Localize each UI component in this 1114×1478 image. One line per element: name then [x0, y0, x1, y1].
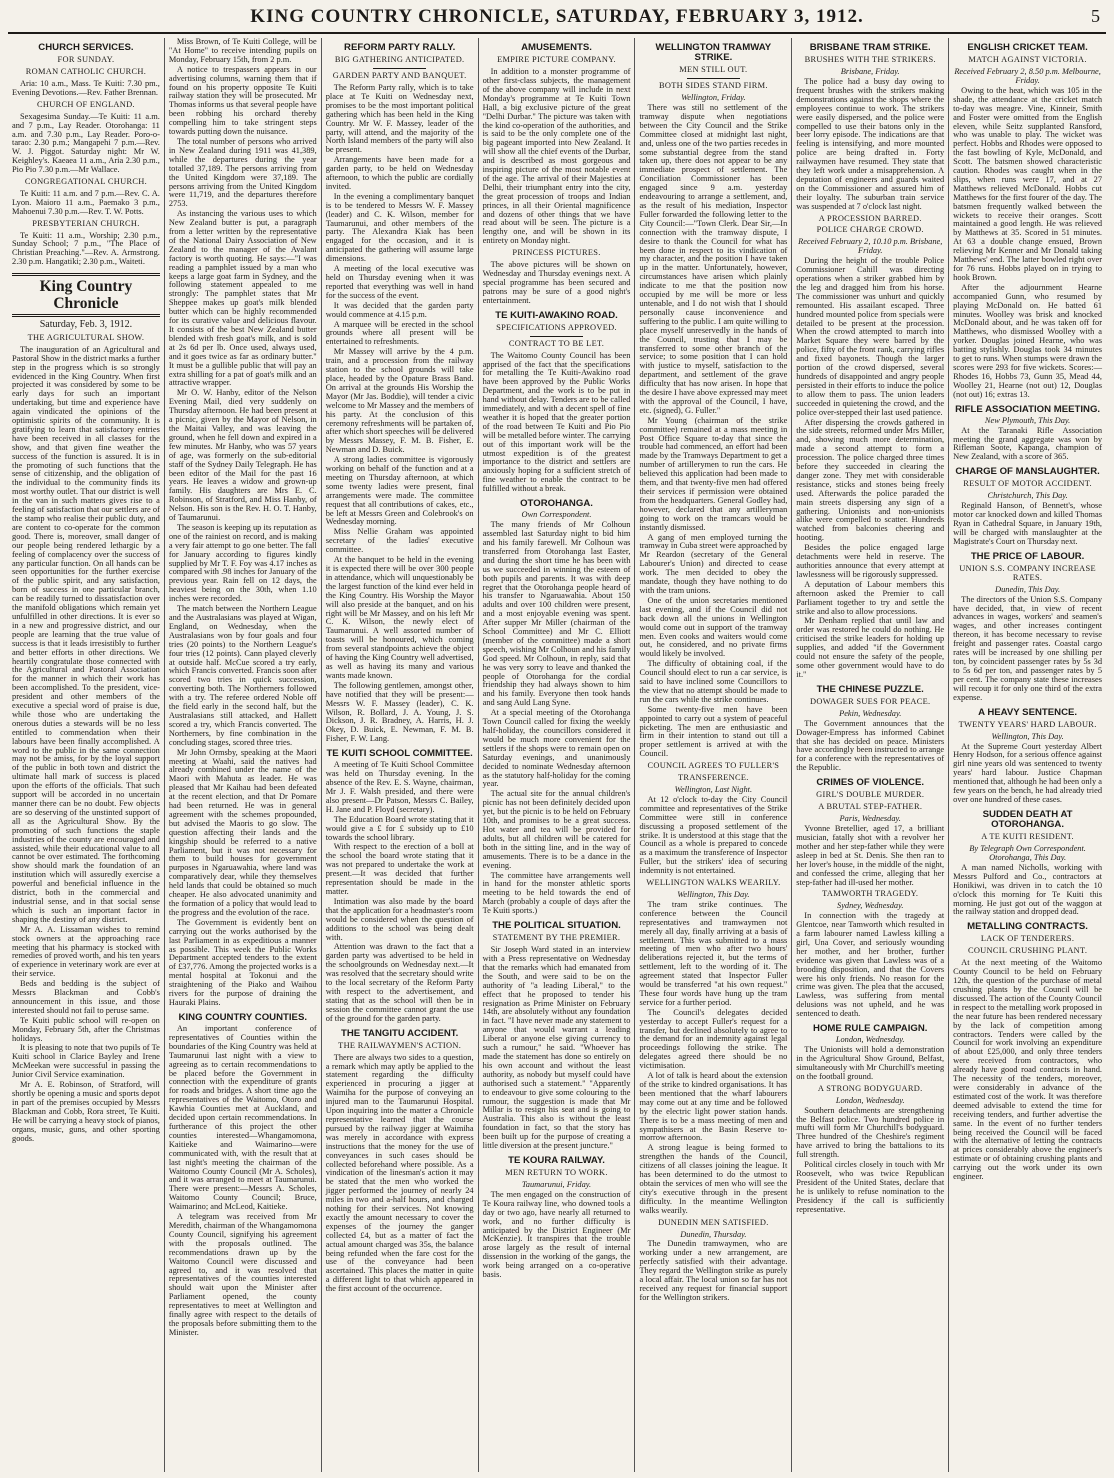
amusements-heading: AMUSEMENTS.: [521, 42, 592, 53]
chinese-body: The Government announces that the Dowager-Empress has informed Cabinet that she has decided on peace. Ministers have accordingly been instructed to arrange for a conference with the representatives of the Republic.: [796, 718, 945, 773]
dateline: New Plymouth, This Day.: [984, 415, 1071, 425]
school-paragraph: Attention was drawn to the fact that a garden party was advertised to be held in the schoolgrounds on Wednesday next.—It was resolved that the secretary should write to the local secretary of the Reform Party with respect to the advertisement, and stating that as the school will then be in session the committee cannot grant the use of the ground for the garden party.: [325, 942, 474, 1023]
tamworth-body: In connection with the tragedy at Glentcoe, near Tamworth which resulted in a farm labourer named Lawless killing a girl, Una Cover, and seriously wounding her mother, and her brother, further evidence was given that Lawless was of a brooding disposition, and that the Covers were his only friends. No reason for the crime was given. The plea that the accused, Lawless, was suffering from mental delusions was not upheld, and he was sentenced to death.: [796, 911, 945, 1019]
koura-sub: MEN RETURN TO WORK.: [505, 1168, 608, 1178]
masthead-title: KING COUNTRY CHRONICLE, SATURDAY, FEBRUARY 3, 1912.: [250, 6, 864, 27]
agri-show-body: The inauguration of an Agricultural and Pastoral Show in the district marks a further step in the progress which is so strongly evidenced in the King Country. When first projected it was considered by some to be early days for such an important undertaking, but time and experience have again vindicated the opinions of the optimistic spirits of the community. It is gratifying to learn that satisfactory entries have been received in all classes for the show, and that given fine weather the success of the function is assured. It is in the promoting of such functions that the sense of citizenship, and the obligation of the individual to the community finds its most worthy outlet. That our district is well in the van in such matters gives rise to a feeling of satisfaction that our settlers are of the stamp who realise their public duty, and are content to co-operate for the common good. There is, moreover, small danger of our people being rendered lethargic by a feeling of complacency over the success of any particular function. On all hands can be seen opportunities for the further exercise of the public spirit, and any satisfaction, born of success in one particular branch, can be readily turned to dissatisfaction over the manifold obligations which remain yet unfulfilled in other directions. It is ever so in a new and progressive district, and our people are learning that the true value of success is that it leads irresistibly to further and better efforts in other directions. We heartily congratulate those connected with the Agricultural and Pastoral Association for the manner in which their work has been accomplished. To the president, vice-president and other members of the executive a special word of praise is due, while those who are undertaking the onerous duties a stewards will be no less entitled to commendation when their labours have been finally accomplished. A word to the public in the same connection may not be amiss, for by the loyal support of the public in both town and district the ultimate hall mark of success is placed upon the efforts of the officials. That such support will be accorded in no uncertain manner there can be no doubt. Few objects are so deserving of the unstinted support of all as the Agricultural Show. By the promoting of such functions the staple industries of the county are encouraged and assisted, while their educational value to all cannot be over estimated. The forthcoming show should mark the foundation of an institution which will assuredly exercise a powerful and beneficial influence in the district, both in the commercial and industrial sense, and in that social sense which is such an important factor in shaping the destiny of any district.: [12, 344, 160, 924]
tramway-paragraph: There was still no settlement of the tramway dispute when negotiations between the City Council and the Strike Committee closed at midnight last night, and, unless one of the two parties recedes in some substantial degree from the stand taken up, there does not appear to be any immediate prospect of settlement. The Conciliation Commissioner has been engaged since 9 a.m. yesterday endeavouring to arrange a settlement, and, as the result of his mediation, Inspector Fuller forwarded the following letter to the City Council:—"Town Clerk. Dear Sir,—In connection with the tramway dispute, I desire to thank the Council for what has been done in respect to its vindication of my character, and the position I have taken up in the matter. Unfortunately, however, circumstances have arisen which plainly indicate to me that the position now occupied by me will be more or less untenable, and I do not wish that I should personally cause inconvenience and suffering to the public. I am quite willing to place myself unreservedly in the hands of the Council, trusting that I may be transferred to some other branch of the service; to some position that I can hold with justice to myself, satisfaction to the department, and settlement of the grave difficulty that has now arisen. In hope that the desire I have above expressed may meet with the approval of the Council, I have, etc. (signed), G. Fuller.": [639, 103, 788, 415]
dateline: Wellington, Last Night.: [674, 785, 753, 794]
news-paragraph: The Government is evidently bent on carrying out the works authorised by the last Parliament in as expeditious a manner as possible. This week the Public Works Department accepted tenders to the extent of £37,776. Among the projected works is a mental hospital at Tokonui and the straightening of the Piako and Waihou rivers for the purpose of draining the Hauraki Plains.: [168, 917, 317, 1007]
dateline: Wellington, This Day.: [677, 889, 750, 899]
dateline: Brisbane, Friday.: [840, 67, 900, 77]
crimes-sub: GIRL'S DOUBLE MURDER.: [816, 790, 925, 800]
metalling-body: At the next meeting of the Waitomo County Council to be held on February 12th, the question of the purchase of metal crushing plants by the Council will be discussed. The action of the County Council in respect to the metalling work proposed in the near future has been rendered necessary by the lack of competition among contractors. Tenders were called by the Council for work involving an expenditure of about £25,000, and only three tenders were received from contractors, who already have good road contracts in hand. The necessity of the tenders, moreover, were considerably in advance of the estimated cost of the work. It was therefore deemed advisable to extend the time for receiving tenders, and further advertise the same. In the event of no further tenders being received the Council will be faced with the alternative of letting the contracts at prices considerably above the engineer's estimate or of obtaining crushing plants and carrying out the work under its own engineer.: [953, 958, 1103, 1182]
procession-sub: POLICE CHARGE CROWD.: [816, 225, 924, 235]
labour-sub: UNION S.S. COMPANY INCREASE RATES.: [959, 563, 1096, 582]
separator: [530, 336, 583, 337]
koura-body: The men engaged on the construction of Te Koura railway line, who downed tools a day or two ago, have nearly all returned to work, and no further difficulty is anticipated by the District Engineer (Mr McKenzie). It transpires that the trouble arose largely as the result of internal dissension in the working of the gangs, the work being arranged on a co-operative basis.: [482, 1189, 631, 1280]
brisbane-body: The police had a busy day owing to frequent brushes with the strikers making demonstrations against the shops where the employees continue to work. The strikers were easily dispersed, and the police were compelled to use their batons only in the beer lorry episode. The indications are that feeling is intensifying, and more mounted police are being drafted in. Forty railwaymen have resumed. They state that they left work under a misapprehension. A deputation of engineers and guards waited on the Commissioner and assured him of their loyalty. The suburban train service was suspended at 7 o'clock last night.: [796, 76, 945, 211]
rally-paragraph: In the evening a complimentary banquet is to be tendered to Messrs W. F. Massey (leader) and C. K. Wilson, member for Taumarunui, and other members of the party. The Alexandra Kiak has been engaged for the occasion, and it is anticipated the gathering will assume large dimensions.: [325, 191, 474, 264]
tamworth-sub: TAMWORTH TRAGEDY.: [822, 889, 919, 899]
otorohanga-paragraph: The committee have arrangements well in hand for the monster athletic sports meeting to be held towards the end of March (probably a couple of days after the Te Kuiti sports.): [482, 870, 631, 916]
dateline: Dunedin, This Day.: [995, 584, 1061, 594]
news-paragraph: Mr John Ormsby, speaking at the Maori meeting at Waahi, said the natives had already combined under the name of the Maori with Mahuta as leader. He was pleased that Mr Kaihau had been defeated at the recent election, and that Dr Pomare had been returned. He was in general agreement with the schemes propounded, but advised the Maoris to go slow. The question affecting their lands and the kingship should be referred to a native Parliament, but it was not necessary for them to build houses for government purposes in Ngaruawahia, where land was comparatively dear, while they themselves held lands that could be obtained so much cheaper. He also advocated unanimity and the formation of a policy that would lead to the progress and the evolution of the race.: [168, 747, 317, 917]
bodyguard-body: Political circles closely in touch with Mr Roosevelt, who was twice Republican President of the United States, declare that he is unlikely to refuse nomination to the Presidency if the call is sufficiently representative.: [796, 1160, 945, 1214]
pres-church-heading: PRESBYTERIAN CHURCH.: [32, 218, 140, 228]
rally-sub: GARDEN PARTY AND BANQUET.: [332, 71, 467, 81]
rally-paragraph: Miss Nellie Graham was appointed secretary of the ladies' executive committee.: [325, 527, 474, 555]
dateline: Received February 2, 8.50 p.m. Melbourne, Friday.: [954, 67, 1101, 85]
brisbane-sub: BRUSHES WITH THE STRIKERS.: [804, 55, 936, 65]
rally-paragraph: A strong ladies committee is vigorously working on behalf of the function and at a meeting on Thursday afternoon, at which some twenty ladies were present, final arrangements were made. The committee request that all contributions of cakes, etc., be left at Messrs Green and Colebrook's on Wednesday morning.: [325, 455, 474, 527]
dateline: Pekin, Wednesday.: [839, 708, 902, 718]
news-paragraph: The total number of persons who arrived in New Zealand during 1911 was 41,389, while the departures during the year totalled 37,189. The persons arriving from the United Kingdom were 37,189. The persons arriving from the United Kingdom were 11,719, and the departures therefore 2753.: [168, 136, 317, 209]
news-paragraph: Miss Brown, of Te Kuiti College, will be "At Home" to receive intending pupils on Monday, February 15th, from 2 p.m.: [168, 38, 317, 64]
tramway-paragraph: A gang of men employed turning the tramway in Cuba street were approached by Mr Reardon (secretary of the General Labourer's Union) and directed to cease work. The men decided to obey the mandate, though they have nothing to do with the tram unions.: [639, 532, 788, 595]
chronicle-date: Saturday, Feb. 3, 1912.: [39, 319, 133, 331]
procession-paragraph: After dispersing the crowds gathered in the side streets, reformed under Mrs Miller, and, showing much more determination, made a second attempt to form a procession. The police charged three times before they succeeded in clearing the danger zone. They met with considerable resistance, sticks and stones being freely used. Afterwards the police paraded the main streets dispersing any sign of a gathering. Unionists and non-unionists alike were compelled to scatter. Hundreds watched from balconies cheering and hooting.: [796, 417, 945, 543]
amusements-sub: EMPIRE PICTURE COMPANY.: [497, 55, 616, 65]
home-rule-heading: HOME RULE CAMPAIGN.: [813, 1023, 928, 1035]
political-body: Sir Joseph Ward stated in an interview with a Press representative on Wednesday that the remarks which had emanated from the South, and were said to be on the authority of "a leading Liberal," to the effect that he proposed to tender his resignation as Prime Minister on February 14th, are absolutely without any foundation in fact. "I have never made any statement to anyone that would warrant a leading Liberal or anyone else giving currency to such a rumour," he said. "Whoever has made the statement has done so entirely on his own account and without the least authority, as nobody but myself could have authorised such a statement." "Apparently to endeavour to give some colouring to the rumour, the suggestion is made that Mr Millar is to resign his seat and is going to Australia. This also is without the least foundation in fact, so that the story has been built up for the purpose of creating a little diversion at the present juncture.": [482, 945, 631, 1151]
procession-sub: A PROCESSION BARRED.: [818, 213, 922, 223]
rifle-heading: RIFLE ASSOCIATION MEETING.: [955, 403, 1101, 415]
tramway-paragraph: One of the union secretaries mentioned last evening, and if the Council did not back down all the unions in Wellington would come out in support of the tramway men. Even cooks and waiters would come out, he considered, and no private firms would likely be involved.: [639, 595, 788, 659]
news-paragraph: As instancing the various uses to which New Zealand butter is put, a paragraph from a letter written by the representative of the National Dairy Association of New Zealand to the manager of the Avalant factory is worth quoting. He says:—"I was reading a pamphlet issued by a man who keeps a large goat farm in Sydney, and the following statement appealed to me strongly: The pamphlet states that Mr Sheppee makes up goat's milk blended butter which can be highly recommended for its curative value and delicious flavour. It consists of the best New Zealand butter blended with fresh goat's milk, and is sold at 2s 6d per lb. Once used, always used, and it goes twice as far as ordinary butter." It must be a gullible public that will pay an extra shilling for a pat of goat's milk and an attractive wrapper.: [168, 209, 317, 388]
separator: [687, 78, 740, 79]
tangitu-body: There are always two sides to a question, a remark which may aptly be applied to the statement regarding the difficulty experienced in procuring a jigger at Waimiha for the purpose of conveying an injured man to the Taumarunui Hospital. Upon inquiring into the matter a Chronicle representative learned that the course pursued by the railway jigger at Waimiha was merely in accordance with express instructions that the money for the use of conveyances in such cases should be collected beforehand where possible. As a vindication of the linesman's action it may be stated that the men who worked the jigger performed the journey of nearly 24 miles in two and a-half hours, and charged nothing for their services. Not knowing exactly the amount necessary to cover the expenses of the journey the ganger collected £4, but as a matter of fact the actual amount charged was 35s, the balance being refunded when the fare cost for the use of the conveyance had been ascertained. This places the matter in quite a different light to that which appeared in the first account of the occurrence.: [325, 1052, 474, 1294]
page-number: 5: [1091, 6, 1100, 26]
column-2: [165, 38, 322, 1472]
cricket-heading: ENGLISH CRICKET TEAM.: [967, 42, 1088, 53]
tramway-paragraph: Some twenty-five men have been appointed to carry out a system of peaceful picketing. The men are enthusiastic and firm in their intention to stand out till a proper settlement is arrived at with the Council.: [639, 704, 788, 759]
crimes-sub: A BRUTAL STEP-FATHER.: [818, 802, 923, 812]
otorohanga-paragraph: At a special meeting of the Otorohanga Town Council called for fixing the weekly half-holiday, the councillors considered it would be much more convenient for the settlers if the shops were to remain open on Saturday evenings, and unanimously decided to nominate Wednesday afternoon as the statutory half-holiday for the coming year.: [482, 708, 631, 789]
labour-heading: THE PRICE OF LABOUR.: [970, 550, 1085, 562]
rc-church-body: Aria: 10 a.m., Mass. Te Kuiti: 7.30 pm., Evening Devotions.—Rev. Father Brennan.: [12, 78, 160, 97]
school-paragraph: A meeting of Te Kuiti School Committee was held on Thursday evening. In the absence of the Rev. E. S. Wayne, chairman, Mr J. F. Walsh presided, and there were also present—Dr Patson, Messrs C. Bailey, H. Jane and P. Floyd (secretary).: [325, 760, 474, 814]
rally-paragraph: The Reform Party rally, which is to take place at Te Kuiti on Wednesday next, promises to be the most important political gathering which has been held in the King Country. Mr W. F. Massey, leader of the party, will attend, and the majority of the North Island members of the party will also be present.: [325, 82, 474, 155]
bodyguard-sub: A STRONG BODYGUARD.: [817, 1083, 923, 1093]
dateline: London, Wednesday.: [835, 1035, 905, 1045]
school-heading: TE KUITI SCHOOL COMMITTEE.: [326, 748, 473, 760]
local-note: Te Kuiti public school will re-open on Monday, February 5th, after the Christmas holidays.: [12, 1015, 160, 1043]
dateline: London, Wednesday.: [835, 1095, 905, 1105]
separator: [373, 68, 426, 69]
agri-show-heading: THE AGRICULTURAL SHOW.: [27, 332, 145, 342]
tramway-heading: WELLINGTON TRAMWAY STRIKE.: [655, 42, 772, 64]
dateline: Taumarunui, Friday.: [521, 1180, 592, 1189]
rally-paragraph: Mr Massey will arrive by the 4 p.m. train, and a procession from the railway station to the school grounds will take place, headed by the Opature Brass Band. On arrival at the grounds His Worship the Mayor (Mr Jas. Boddie), will tender a civic welcome to Mr Massey and the members of his party. At the conclusion of this ceremony refreshments will be partaken of, after which short speeches will be delivered by Messrs Massey, F. M. B. Fisher, E. Newman and D. Buick.: [325, 347, 474, 455]
school-paragraph: Intimation was also made by the board that the application for a headmaster's room would be considered when the question of additions to the school was being dealt with.: [325, 896, 474, 942]
tramway-paragraph: The difficulty of obtaining coal, if the Council should elect to run a car service, is said to have inclined some Councillors to the view that no attempt should be made to run the cars while the strike continues.: [639, 659, 788, 704]
sudden-death-sub: A TE KUITI RESIDENT.: [981, 832, 1074, 842]
labour-body: The directors of the Union S.S. Company have decided, that, in view of recent advances in wages, workers' and seamen's wages, and other increases contingent thereon, it has become necessary to revise freight and passenger rates. Coastal cargo rates will be increased by one shilling per ton, by coincident passenger rates by 5s 3d to 5s 6d per ton, and passenger rates by 5 per cent. The company state these increases will recoup it for only one third of the extra expense.: [953, 594, 1103, 702]
masthead: [0, 4, 1114, 32]
dateline: Wellington, Friday.: [681, 93, 746, 103]
counties-body-2: A telegram was received from Mr Meredith, chairman of the Whangamomona County Council, signifying his agreement with the proposals outlined. The recommendations drawn up by the Waitomo Council were discussed and agreed to, and it was resolved that representatives of the counties interested should wait upon the Minister after Parliament opened, the county representatives to meet at Wellington and finally agree with respect to the details of the proposals before submitting them to the Minister.: [168, 1212, 317, 1337]
sentence-heading: A HEAVY SENTENCE.: [978, 706, 1078, 718]
princess-sub: PRINCESS PICTURES.: [512, 248, 601, 258]
dateline: Received February 2, 10.10 p.m. Brisbane, Friday.: [798, 237, 943, 256]
news-paragraph: A notice to trespassers appears in our advertising columns, warning them that if found on his property opposite Te Kuiti railway station they will be prosecuted. Mr Thomas informs us that several people have been robbing his orchard thereby compelling him to take stringent steps towards putting down the nuisance.: [168, 64, 317, 137]
crimes-body: Yvonne Bretellier, aged 17, a brilliant musician, fatally shot with a revolver her mother and her step-father while they were asleep in bed at St. Denis. She then ran to her lover's house, in the middle of the night, and confessed the crime, alleging that her step-father had ill-used her mother.: [796, 824, 945, 887]
local-note: Beds and bedding is the subject of Messrs Blackman and Cobb's announcement in this issue, and those interested should not fail to peruse same.: [12, 979, 160, 1015]
rally-paragraph: The following gentlemen, amongst other, have notified that they will be present:—Messrs W. F. Massey (leader), C. K. Wilson, R. Bollard, J. A. Young, J. S. Dickson, J. R. Bradney, A. Harris, H. J. Okey, D. Buick, E. Newman, F. M. B. Fisher, F. W. Lang.: [325, 680, 474, 744]
column-4: [479, 38, 636, 1472]
dateline: Wellington, This Day.: [991, 731, 1064, 741]
cong-church-heading: CONGREGATIONAL CHURCH.: [24, 177, 147, 187]
cong-church-body: Te Kuiti: 11 a.m. and 7 p.m.—Rev. C. A. Lyon. Maioro 11 a.m., Paemako 3 p.m., Mahoenui 7.30 p.m.—Rev. T. W. Potts.: [12, 188, 160, 216]
local-note: Mr A. A. Lissaman wishes to remind stock owners at the approaching race meeting that his pharmacy is stocked with remedies of proved worth, and his ten years of experience in veterinary work are ever at their service.: [12, 924, 160, 979]
column-6: [792, 38, 949, 1472]
column-5: [635, 38, 792, 1472]
tangitu-heading: THE TANGITU ACCIDENT.: [341, 1027, 459, 1039]
local-note: Mr A. E. Robinson, of Stratford, will shortly be opening a music and sports depot in part of the premises occupied by Messrs Blackman and Cobb, Rora street, Te Kuiti. He will be carrying a heavy stock of pianos, organs, music, guns, and other sporting goods.: [12, 1080, 160, 1143]
sentence-sub: TWENTY YEARS' HARD LABOUR.: [958, 719, 1097, 729]
church-services-sub: FOR SUNDAY.: [57, 55, 115, 65]
sentence-body: At the Supreme Court yesterday Albert Henry Hodson, for a serious offence against girl nine years old was sentenced to twenty years' hard labour. Justice Chapman mentioned that, although he had been only a few years on the bench, he had already tried over one hundred of these cases.: [953, 741, 1103, 804]
pres-church-body: Te Kuiti: 11 a.m., Worship; 2.30 p.m., Sunday School; 7 p.m., "The Place of Christian Preaching."—Rev. A. Armstrong. 2.30 p.m. Hangatiki; 2.30 p.m., Waiteti.: [12, 230, 160, 267]
sudden-death-heading: SUDDEN DEATH AT OTOROHANGA.: [982, 808, 1073, 830]
dateline: Paris, Wednesday.: [839, 814, 901, 824]
chronicle-brand: King Country Chronicle: [12, 273, 160, 317]
walks-sub: WELLINGTON WALKS WEARILY.: [646, 878, 781, 888]
tramway-sub: BOTH SIDES STAND FIRM.: [658, 81, 768, 91]
rally-heading: REFORM PARTY RALLY.: [344, 42, 456, 53]
manslaughter-body: Reginald Hanson, of Bennett's, whose motor car knocked down and killed Thomas Ryan in Cathedral Square, in January 19th, will be charged with manslaughter at the Magistrate's Court on Thursday next.: [953, 501, 1103, 546]
awakino-sub: CONTRACT TO BE LET.: [508, 338, 605, 348]
rally-paragraph: Arrangements have been made for a garden party, to be held on Wednesday afternoon, to which the public are cordially invited.: [325, 155, 474, 191]
metalling-sub: LACK OF TENDERERS.: [980, 934, 1075, 944]
dateline: Own Correspondent.: [521, 510, 592, 520]
news-paragraph: Mr O. W. Hanby, editor of the Nelson Evening Mail, died very suddenly on Thursday afternoon. He had been present at a picnic, given by the Mayor of Nelson, in the Maitai Valley, and was leaving the ground, when he fell down and expired in a few minutes. Mr Hanby, who was 57 years of age, was formerly on the sub-editorial staff of the Sydney Daily Telegraph. He has been editor of the Mail for the past 16 years. He leaves a widow and grown-up family. His daughters are Mrs E. C. Robinson, of Stratford, and Miss Hanby, of Nelson. His son is the Rev. H. O. T. Hanby, of Taumarunui.: [168, 388, 317, 523]
metalling-sub: COUNCIL CRUSHING PLANT.: [967, 946, 1088, 956]
procession-paragraph: During the height of the trouble Police Commissioner Cahill was directing operations when a striker grabbed him by the leg and dragged him from his horse. The commissioner was unhurt and quickly remounted. His assailant escaped. Three hundred mounted police from specials were detailed to be present at the procession. When the crowd attempted to march into Market Square they were barred by the police, fifty of the front rank, carrying rifles and fixed bayonets. Though the larger portion of the crowd dispersed, several hundreds of disappointed and angry people persisted in their efforts to induce the police to allow them to pass. The union leaders succeeded in quietening the crowd, and the police over-stepped their last used patience.: [796, 256, 945, 417]
otorohanga-paragraph: The actual site for the annual children's picnic has not been definitely decided upon yet, but the picnic is to be held on February 10th, and promises to be a great success. Hot water and tea will be provided for adults, but all children will be catered for both in the sitting line, and in the way of amusements. There is to be a dance in the evening.: [482, 789, 631, 870]
eng-church-heading: CHURCH OF ENGLAND.: [37, 99, 135, 109]
local-note: It is pleasing to note that two pupils of Te Kuiti school in Clarice Bayley and Irene McMeekan were successful in passing the Junior Civil Service examination.: [12, 1043, 160, 1080]
political-sub: STATEMENT BY THE PREMIER.: [492, 933, 621, 943]
walks-paragraph: A lot of talk is heard about the extension of the strike to kindred organisations. It has been mentioned that the wharf labourers may come out at any time and be followed by the electric light power station hands. There is to be a mass meeting of men and sympathisers at the Basin Reserve to-morrow afternoon.: [639, 1071, 788, 1143]
political-heading: THE POLITICAL SITUATION.: [492, 920, 621, 932]
dunedin-body: The Dunedin tramwaymen, who are working under a new arrangement, are perfectly satisfied with their advantage. They regard the Wellington strike as purely a local affair. The local union so far has not received any request for financial support for the Wellington strikers.: [639, 1239, 788, 1302]
procession-paragraph: Besides the police engaged large detachments were held in reserve. The authorities announce that every attempt at lawlessness will be rigorously suppressed.: [796, 543, 945, 579]
princess-body: The above pictures will be shown on Wednesday and Thursday evenings next. A special programme has been secured and patrons may be sure of a good night's entertainment.: [482, 260, 631, 305]
rally-paragraph: A marquee will be erected in the school grounds where all present will be entertained to refreshments.: [325, 319, 474, 347]
dunedin-sub: DUNEDIN MEN SATISFIED.: [658, 1217, 769, 1227]
amusements-body: In addition to a monster programme of other first-class subjects, the management of the above company will include in next Monday's programme at Te Kuiti Town Hall, a big exclusive picture of the great "Delhi Durbar." The picture was taken with the kind co-operation of the authorities, and is said to be the only complete one of the big pageant imported into New Zealand. It will show all the chief events of the Durbar, and is described as most gorgeous and inspiring picture of the most notable event of the age. The arrival of their Majesties at Delhi, their triumphant entry into the city, the great procession of troops and Indian princes, in all their Oriental magnificence and dozens of other things that we have read about will be seen. The picture is a lengthy one, and will be shown in its entirety on Monday night.: [482, 67, 631, 246]
bodyguard-body: Southern detachments are strengthening the Belfast police. Two hundred police in mufti will form Mr Churchill's bodyguard. Three hundred of the Cheshire's regiment have arrived to bring the battalions to its full strength.: [796, 1105, 945, 1160]
walks-paragraph: The tram strike continues. The conference between the Council representatives and tramwaymen not merely all day, finally arriving at a basis of settlement. This was submitted to a mass meeting of men who after two hours' deliberations rejected it, but the terms of settlement, left to the wording of it. The agreement stated that Inspector Fuller would be transferred "at his own request." These four words have hung up the tram service for a further period.: [639, 899, 788, 1007]
awakino-heading: TE KUITI-AWAKINO ROAD.: [495, 309, 618, 321]
sudden-death-body: A man named Nicholls, working with Messrs Pulford and Co., contractors at Honikiwi, was driven in to catch the 10 o'clock this morning for Te Kuiti this morning. He just got out of the waggon at the railway station and dropped dead.: [953, 862, 1103, 917]
tramway-sub: MEN STILL OUT.: [679, 65, 748, 75]
rally-paragraph: At the banquet to be held in the evening it is expected there will be over 300 people in attendance, which will unquestionably be the largest function of the kind ever held in the King Country. His Worship the Mayor will also preside at the banquet, and on his right will be Mr Massey, and on his left Mr C. K. Wilson, the newly elect of Taumarunui. A well assorted number of toasts will be honoured, which coming from several standpoints achieve the object of having the King Country well advertised, as well as having its many and various wants made known.: [325, 555, 474, 680]
dateline: Sydney, Wednesday.: [837, 901, 904, 911]
manslaughter-sub: RESULT OF MOTOR ACCIDENT.: [963, 479, 1092, 489]
walks-paragraph: A strong league is being formed to strengthen the hands of the Council, citizens of all classes joining the league. It has been determined to do the utmost to obtain the services of men who will see the city's executive through in the present difficulty. In the meantime Wellington walks wearily.: [639, 1143, 788, 1215]
rally-paragraph: It was decided that the garden party would commence at 4.15 p.m.: [325, 300, 474, 319]
fuller-sub: TRANSFERENCE.: [678, 773, 749, 783]
counties-heading: KING COUNTRY COUNTIES.: [178, 1011, 308, 1023]
procession-paragraph: A deputation of Labour members this afternoon asked the Premier to call Parliament together to try and settle the strike and also to allow processions.: [796, 579, 945, 616]
school-paragraph: With respect to the erection of a boll at the school the board wrote stating that it was not prepared to undertake the work at present.—It was decided that further representation should be made in the matter.: [325, 842, 474, 896]
tangitu-sub: THE RAILWAYMEN'S ACTION.: [338, 1040, 462, 1050]
counties-body: An important conference of representatives of Counties within the boundaries of the King Country was held at Taumarunui last night with a view to agreeing as to certain recommendations to be placed before the Government in connection with the expenditure of grants for roads and bridges. A short time ago the representatives of the Waitomo, Otoro and Kawhia Counties met at Auckland, and decided upon certain recommendations. In furtherance of this project the other counties interested—Whangamomona, Kaitieke and Waimarino—were communicated with, with the result that at last night's meeting the chairman of the Waitomo County Council (Mr A. Scholes), and it was arranged to meet at Taumarunui. There were present:—Messrs A. Scholes, Waitomo County Council; Bruce, Waimarino; and McLeod, Kaitieke.: [168, 1024, 317, 1212]
chinese-sub: DOWAGER SUES FOR PEACE.: [810, 696, 931, 706]
awakino-body: The Waitomo County Council has been apprised of the fact that the specifications for metalling the Te Kuiti-Awakino road have been approved by the Public Works Department, and the work is to be put in hand without delay. Tenders are to be called immediately, and with a decent spell of fine weather it is hoped that the greater portion of the road between Te Kuiti and Pio Pio will be metalled before winter. The carrying out of this important work will be the utmost expedition is of the greatest importance to the district and settlers are anxiously hoping for a sufficient stretch of fine weather to enable the contract to be fulfilled without a break.: [482, 350, 631, 494]
school-paragraph: The Education Board wrote stating that it would give a £ for £ subsidy up to £10 towards the school library.: [325, 814, 474, 842]
otorohanga-paragraph: The many friends of Mr Colhoun assembled last Saturday night to bid him and his family farewell. Mr Colhoun was transferred from Otorohanga last Easter, and during the short time he has been with us we succeeded in winning the esteem of both pupils and parents. It was with deep regret that the Otorohanga people heard of his transfer to Ngaruawahia. About 150 adults and over 100 children were present, and a most enjoyable evening was spent. After supper Mr Miller (chairman of the School Committee) and Mr C. Elliott (member of the committee) made a short speech, wishing Mr Colhoun and his family God speed. Mr Colhoun, in reply, said that he was very sorry to leave and thanked the people of Otorohanga for the cordial friendship they had always shown to him and his family. Everyone then took hands and sang Auld Lang Syne.: [482, 520, 631, 708]
cricket-body: Owing to the heat, which was 105 in the shade, the attendance at the cricket match to-day was meagre. Vine, Kinneir, Smith and Foster were omitted from the English eleven, while Seitz supplanted Ransford, who was unable to play. The wicket was perfect. Hobbs and Rhodes were opposed to the fast bowling of Kyle, McDonald, and Scott. The batsmen showed characteristic caution. Rhodes was caught when in the slips, when runs were 17, and at 27 Matthews relieved McDonald. Hobbs cut Matthews for the first fourer of the day. The batsmen frequently walked between the wickets to receive their oranges. Scott maintained a good length. He was relieved by Matthews at 35. Scored in 51 minutes. At 63 a double change ensued, Brown relieving Mr Kenner and Mr Donald taking Matthews' end. The latter bowled right over for 76 runs. Hobbs played on in trying to hook Brown.: [953, 85, 1103, 282]
column-7: [949, 38, 1106, 1472]
rally-sub: BIG GATHERING ANTICIPATED.: [334, 55, 465, 65]
fuller-body: At 12 o'clock to-day the City Council committee and representatives of the Strike Committee were still in conference discussing a proposed settlement of the strike. It is understood at this stage that the Council as a whole is prepared to concede as a maximum the transference of Inspector Fuller, but the strikers' idea of securing indemnity is not entertained.: [639, 794, 788, 876]
chinese-heading: THE CHINESE PUZZLE.: [816, 683, 924, 695]
dateline: By Telegraph Own Correspondent. Otorohanga, This Day.: [969, 844, 1086, 862]
news-paragraph: The season is keeping up its reputation as one of the rainiest on record, and is making a very fair attempt to go one better. The fall for January according to figures kindly supplied by Mr T. F. Foy was 4.17 inches as compared with .98 inches for January of the previous year. Rain fell on 12 days, the heaviest being on the 30th, when 1.10 inches were recorded.: [168, 522, 317, 604]
metalling-heading: METALLING CONTRACTS.: [967, 921, 1088, 933]
brisbane-heading: BRISBANE TRAM STRIKE.: [809, 42, 931, 53]
masthead-rule: [8, 32, 1106, 34]
awakino-sub: SPECIFICATIONS APPROVED.: [496, 322, 617, 332]
koura-heading: TE KOURA RAILWAY.: [508, 1154, 605, 1166]
walks-paragraph: The Council's delegates decided yesterday to accept Fuller's request for a transfer, but declined absolutely to agree to the demand for an indemnity against legal proceedings following the strike. The delegates agreed there should be no victimisation.: [639, 1007, 788, 1071]
home-rule-body: The Unionists will hold a demonstration in the Agricultural Show Ground, Belfast, simultaneously with Mr Churchill's meeting on the football ground.: [796, 1045, 945, 1081]
otorohanga-heading: OTOROHANGA.: [520, 498, 593, 510]
column-3: [322, 38, 479, 1472]
cricket-body: After the adjournment Hearne accompanied Gunn, who resumed by playing McDonald on. He batted 61 minutes. Woolley was brisk and knocked McDonald about, and he was taken off for Matthews, who dismissed Woolley with a yorker. Douglas joined Hearne, who was batting stylishly. Douglas took 34 minutes to get to runs. When stumps were drawn the scores were 293 for five wickets. Scores:—Rhodes 16, Hobbs 73, Gunn 35, Mead 44, Woolley 21, Hearne (not out) 12, Douglas (not out) 16; extras 13.: [953, 282, 1103, 399]
columns: [8, 38, 1106, 1472]
rc-church-heading: ROMAN CATHOLIC CHURCH.: [25, 67, 147, 77]
crimes-heading: CRIMES OF VIOLENCE.: [816, 777, 925, 789]
rifle-body: At the Taranaki Rifle Association meeting the grand aggregate was won by Rifleman Soote, Kapanga, champion of New Zealand, with a score of 365.: [953, 425, 1103, 462]
rally-paragraph: A meeting of the local executive was held on Thursday evening when it was reported that everything was well in hand for the success of the event.: [325, 264, 474, 300]
church-services-heading: CHURCH SERVICES.: [38, 42, 134, 53]
eng-church-body: Sexagesima Sunday.—Te Kuiti: 11 a.m. and 7 p.m., Lay Reader. Otorohanga: 11 a.m. and 7.30 p.m., Lay Reader. Poro-o-tarao: 2.30 p.m.; Mangapehi 7 p.m.—Rev. W. J. Piggot. Saturday night: Mr W. Keighley's. Kaeaea 11 a.m., Aria 2.30 p.m., Pio Pio 7.30 p.m.—Mr Wallace.: [12, 111, 160, 175]
cricket-sub: MATCH AGAINST VICTORIA.: [968, 55, 1087, 65]
column-1: [8, 38, 165, 1472]
dateline: Dunedin, Thursday.: [680, 1229, 747, 1239]
procession-paragraph: Mr Denham replied that until law and order was restored he could do nothing. He criticised the strike leaders for holding up supplies, and added "if the Government could not ensure the safety of the people, some other government would have to do it.": [796, 616, 945, 679]
news-paragraph: The match between the Northern League and the Australasians was played at Wigan, England, on Wednesday, when the Australasians won by four goals and four tries (20 points) to the Northern League's four tries (12 points). Cann played cleverly at outside half. McCue scored a try early, which Francis converted. Francis soon after scored two tries in quick succession, converting both. The Northerners followed with a try. The referee ordered Noble off the field early in the second half, but the Australasians still attacked, and Hallett scored a try, which Francis converted. The Northerners, by fine combination in the concluding stages, scored three tries.: [168, 604, 317, 747]
tramway-paragraph: Mr Young (chairman of the strike committee) remained at a mass meeting in Post Office Square to-day that since the trouble had commenced, an effort had been made by the Tramways Department to get a number of artillerymen to run the cars. He believed this application had been made to them, and that twenty-five men had offered their services if permission were obtained from the headquarters. General Godley had, however, declared that any artilleryman going to work on the tramcars would be instantly dismissed.: [639, 415, 788, 532]
dateline: Christchurch, This Day.: [987, 491, 1068, 501]
fuller-sub: COUNCIL AGREES TO FULLER'S: [647, 761, 780, 771]
manslaughter-heading: CHARGE OF MANSLAUGHTER.: [955, 466, 1100, 478]
